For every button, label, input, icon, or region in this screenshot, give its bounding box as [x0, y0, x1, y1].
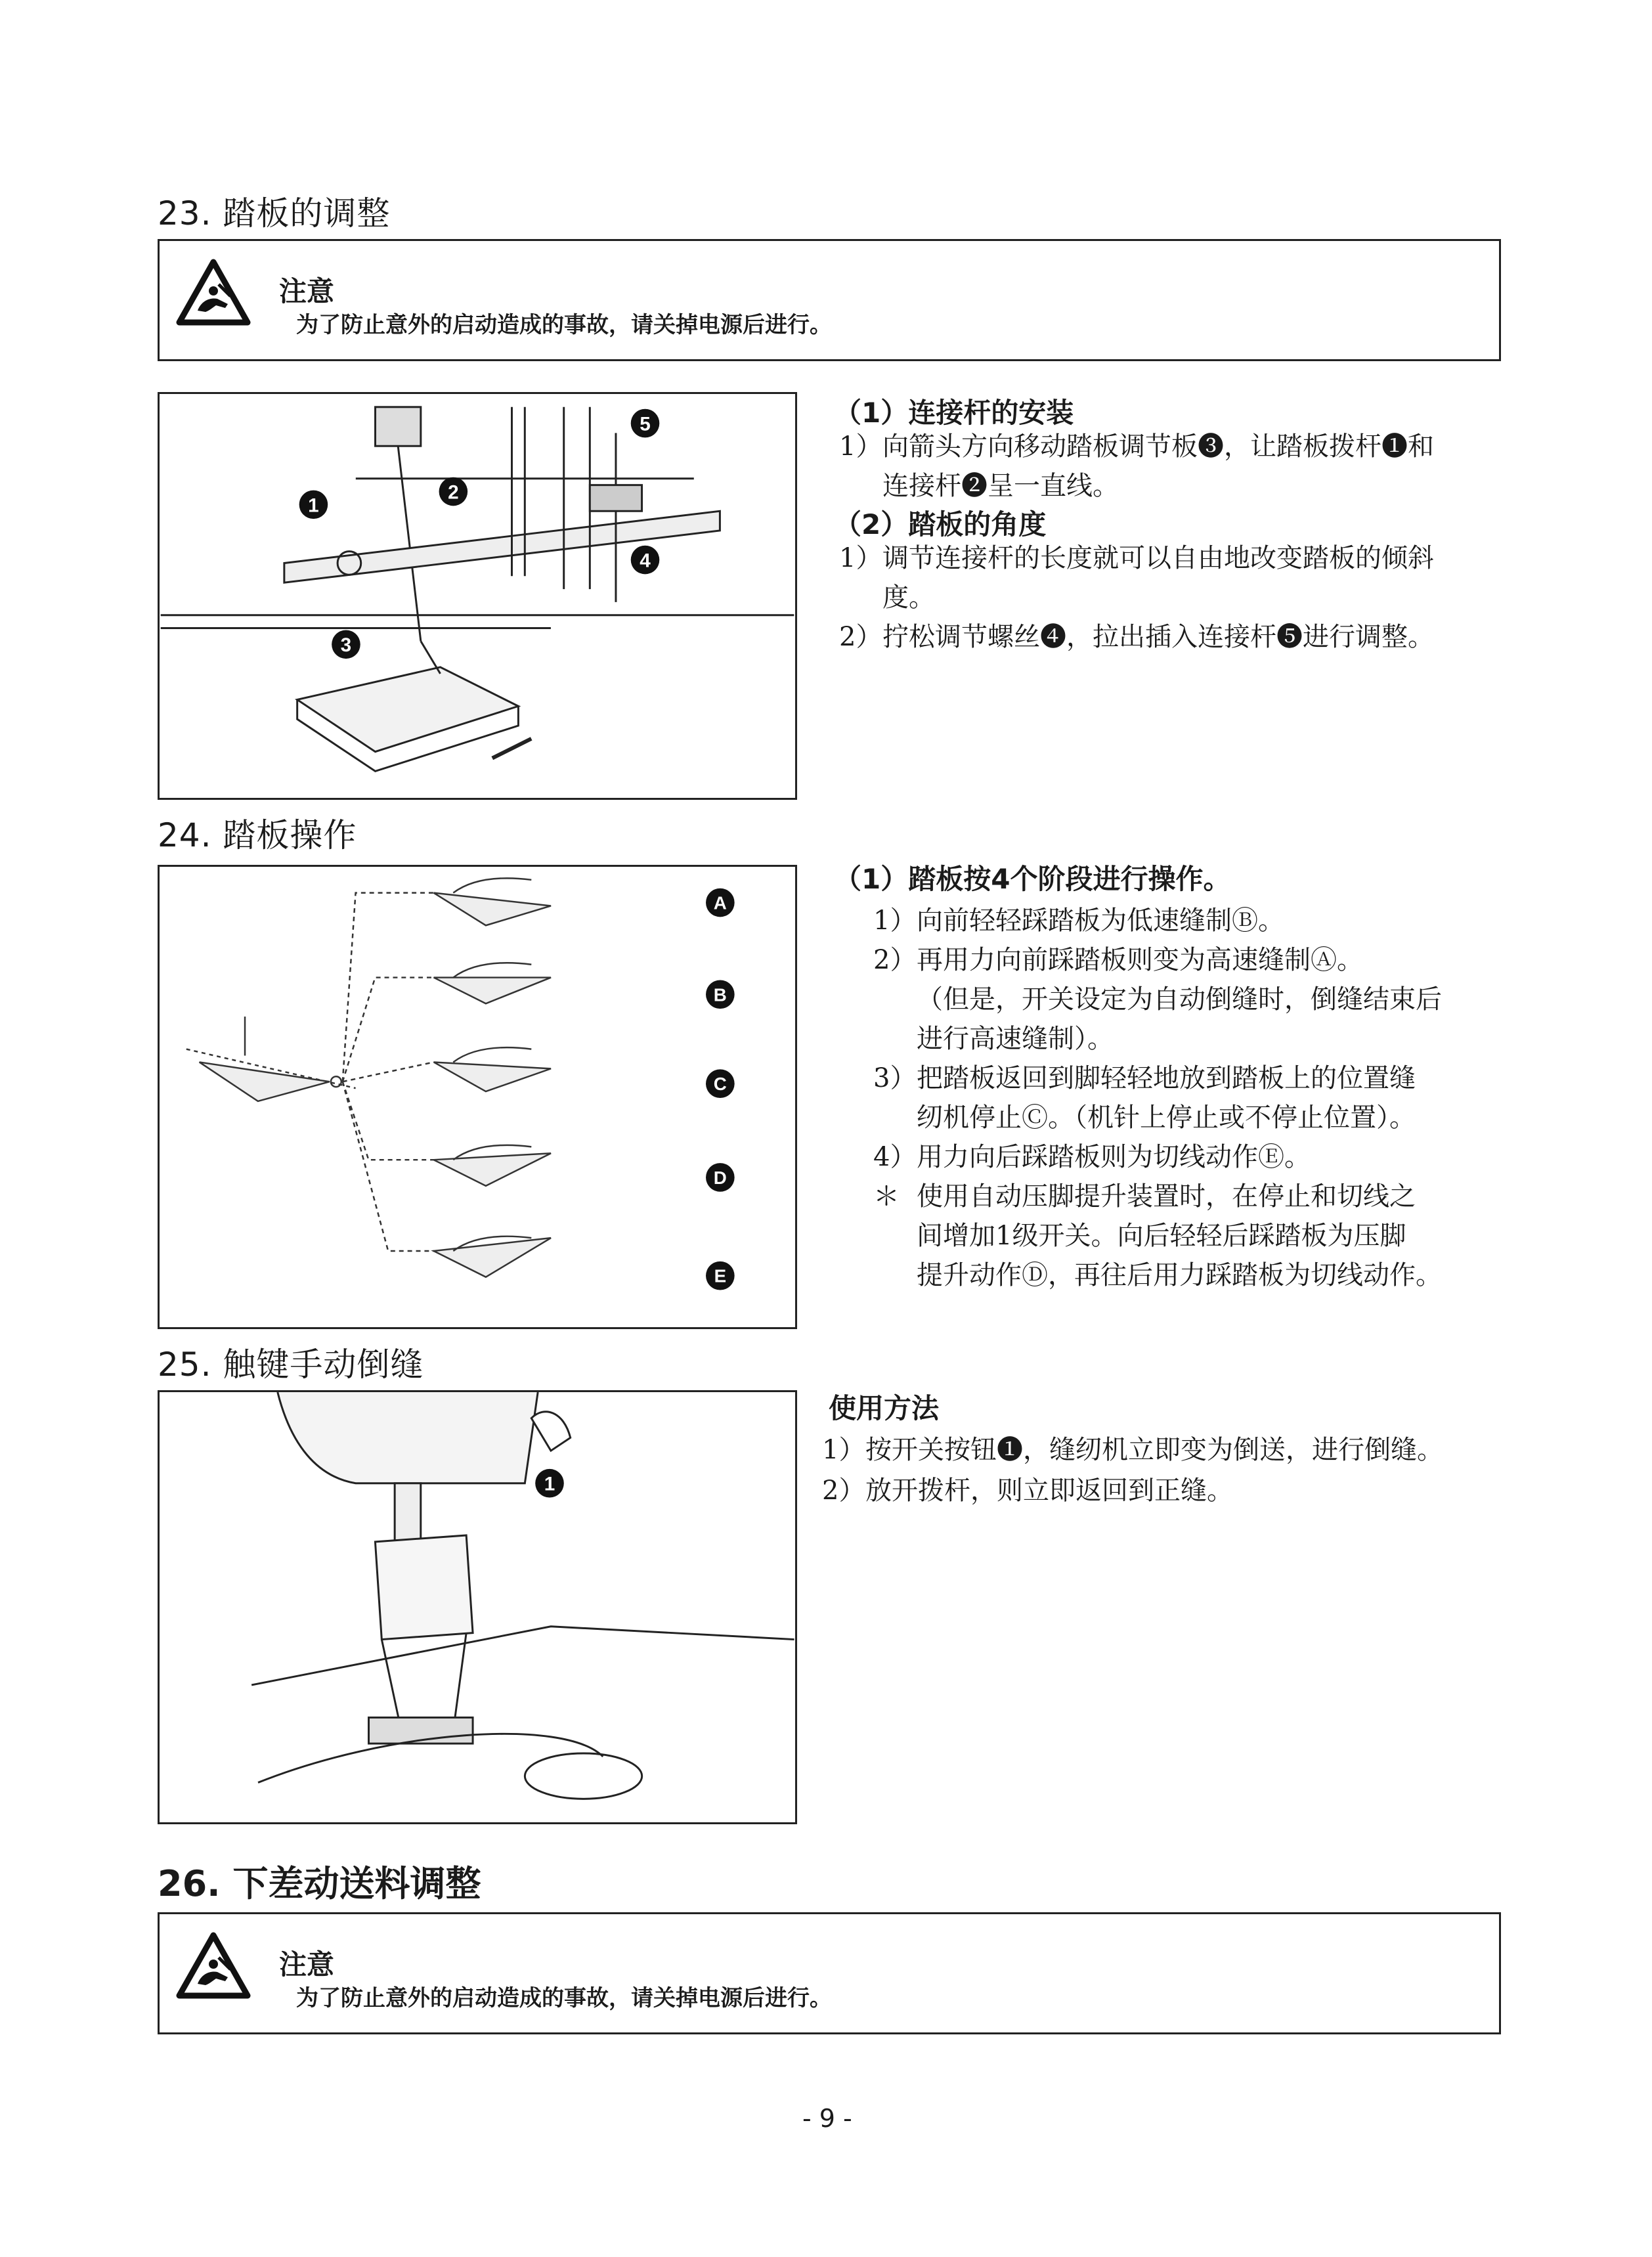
caution-box-23 [158, 239, 1501, 361]
caution-title: 注意 [279, 1948, 335, 1981]
caution-text: 为了防止意外的启动造成的事故，请关掉电源后进行。 [296, 1985, 832, 2011]
pedal-linkage-illustration [160, 394, 795, 798]
section-23-title: 23. 踏板的调整 [158, 194, 391, 232]
svg-text:D: D [713, 1167, 727, 1188]
sec23-sub2: （2）踏板的角度 [834, 508, 1047, 540]
sec25-sub1: 使用方法 [829, 1392, 940, 1424]
svg-text:1: 1 [544, 1473, 555, 1495]
section-24-title: 24. 踏板操作 [158, 816, 357, 854]
svg-text:A: A [713, 892, 727, 913]
svg-text:B: B [713, 984, 727, 1005]
presser-foot-illustration [160, 1392, 795, 1822]
section-25-title: 25. 触键手动倒缝 [158, 1346, 424, 1384]
sec23-para1: 1） 向箭头方向移动踏板调节板❸，让踏板拨杆❶和 连接杆❷呈一直线。 [839, 431, 1434, 501]
sec24-sub1: （1）踏板按4个阶段进行操作。 [834, 863, 1231, 895]
svg-text:2: 2 [448, 481, 459, 504]
sec24-item3: 3） 把踏板返回到脚轻轻地放到踏板上的位置缝 纫机停止Ⓒ。（机针上停止或不停止位置）。 [873, 1063, 1416, 1133]
sec23-sub1: （1）连接杆的安装 [834, 397, 1074, 429]
caution-text: 为了防止意外的启动造成的事故，请关掉电源后进行。 [296, 312, 832, 338]
sec25-item2: 2） 放开拨杆，则立即返回到正缝。 [822, 1476, 1233, 1506]
svg-text:1: 1 [308, 494, 319, 517]
svg-text:E: E [714, 1265, 727, 1286]
caution-hand-icon [175, 258, 251, 326]
svg-text:3: 3 [340, 634, 352, 657]
figure-pedal-adjustment [158, 392, 797, 800]
caution-hand-icon [175, 1931, 251, 2000]
sec25-item1: 1） 按开关按钮❶，缝纫机立即变为倒送，进行倒缝。 [822, 1435, 1443, 1465]
pedal-stages-illustration [160, 867, 795, 1327]
sec23-para2: 1） 调节连接杆的长度就可以自由地改变踏板的倾斜 度。 [839, 543, 1434, 613]
caution-title: 注意 [279, 275, 335, 307]
sec24-note: ＊ 使用自动压脚提升装置时，在停止和切线之 间增加1级开关。向后轻轻后踩踏板为压脚 提升动作Ⓓ，再往后用力踩踏板为切线动作。 [873, 1181, 1442, 1290]
page-number: - 9 - [802, 2104, 852, 2133]
sec24-item1: 1） 向前轻轻踩踏板为低速缝制Ⓑ。 [873, 906, 1284, 936]
svg-text:4: 4 [640, 550, 651, 572]
section-26-title: 26. 下差动送料调整 [158, 1863, 481, 1904]
caution-box-26 [158, 1912, 1501, 2034]
figure-touch-back-tack [158, 1390, 797, 1824]
sec24-item4: 4） 用力向后踩踏板则为切线动作Ⓔ。 [873, 1142, 1311, 1172]
sec23-para3: 2） 拧松调节螺丝❹，拉出插入连接杆❺进行调整。 [839, 622, 1434, 652]
svg-text:C: C [713, 1074, 727, 1095]
svg-text:5: 5 [640, 413, 651, 435]
figure-pedal-operation [158, 865, 797, 1329]
sec24-item2: 2） 再用力向前踩踏板则变为高速缝制Ⓐ。 （但是，开关设定为自动倒缝时，倒缝结束后 进行高速缝制）。 [873, 945, 1442, 1054]
